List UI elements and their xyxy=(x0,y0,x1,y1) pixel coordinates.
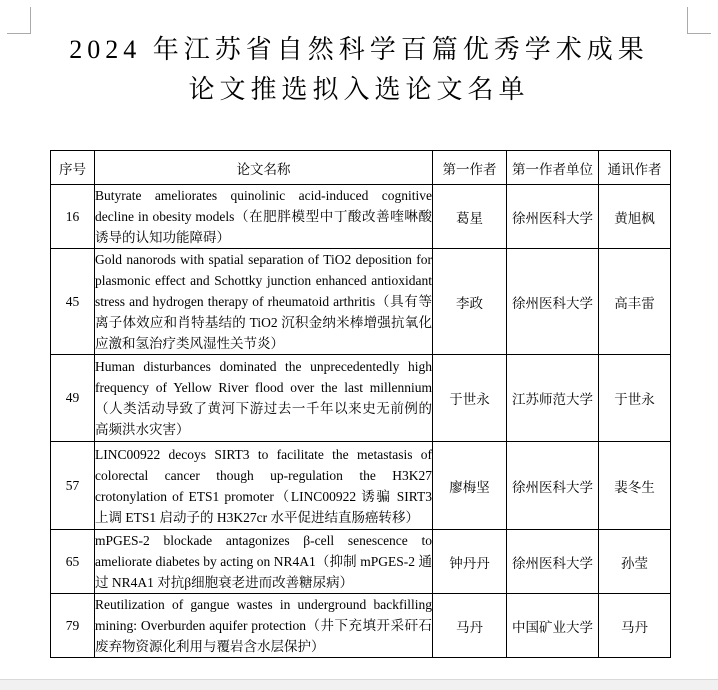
header-corresponding-author: 通讯作者 xyxy=(599,151,671,185)
cell-first-author: 李政 xyxy=(433,249,507,355)
cell-paper-title: LINC00922 decoys SIRT3 to facilitate the metastasis of colorectal cancer though up-regulation the H3K27 crotonylation of ETS1 promoter（LINC00922 诱骗 SIRT3 上调 ETS1 启动子的 H3K27cr 水平促进结直肠癌转移） xyxy=(95,442,433,530)
header-first-author-unit: 第一作者单位 xyxy=(507,151,599,185)
cell-no: 16 xyxy=(51,185,95,249)
document-title-line1: 2024 年江苏省自然科学百篇优秀学术成果 xyxy=(69,35,649,64)
cell-paper-title: mPGES-2 blockade antagonizes β-cell senescence to ameliorate diabetes by acting on NR4A1（抑制 mPGES-2 通过 NR4A1 对抗β细胞衰老进而改善糖尿病） xyxy=(95,530,433,594)
cell-first-author-unit: 徐州医科大学 xyxy=(507,530,599,594)
cell-paper-title: Reutilization of gangue wastes in underground backfilling mining: Overburden aquifer protection（井下充填开采矸石废弃物资源化利用与覆岩含水层保护） xyxy=(95,594,433,658)
cell-first-author: 廖梅坚 xyxy=(433,442,507,530)
cell-no: 65 xyxy=(51,530,95,594)
cell-first-author: 钟丹丹 xyxy=(433,530,507,594)
cell-first-author-unit: 徐州医科大学 xyxy=(507,249,599,355)
table-row xyxy=(51,355,671,442)
cell-first-author-unit: 徐州医科大学 xyxy=(507,185,599,249)
page-break-gap xyxy=(0,679,718,690)
cell-corresponding-author: 高丰雷 xyxy=(599,249,671,355)
cell-first-author-unit: 中国矿业大学 xyxy=(507,594,599,658)
table-row xyxy=(51,185,671,249)
cell-no: 49 xyxy=(51,355,95,442)
header-no: 序号 xyxy=(51,151,95,185)
cell-no: 79 xyxy=(51,594,95,658)
cell-corresponding-author: 于世永 xyxy=(599,355,671,442)
cell-corresponding-author: 裴冬生 xyxy=(599,442,671,530)
cell-corresponding-author: 孙莹 xyxy=(599,530,671,594)
cell-paper-title: Human disturbances dominated the unprecedentedly high frequency of Yellow River flood over the last millennium（人类活动导致了黄河下游过去一千年以来史无前例的高频洪水灾害） xyxy=(95,355,433,442)
table-row xyxy=(51,249,671,355)
cell-no: 45 xyxy=(51,249,95,355)
cell-first-author-unit: 江苏师范大学 xyxy=(507,355,599,442)
cell-no: 57 xyxy=(51,442,95,530)
table-row xyxy=(51,530,671,594)
cell-corresponding-author: 黄旭枫 xyxy=(599,185,671,249)
document-title-line2: 论文推选拟入选论文名单 xyxy=(188,75,530,104)
cell-paper-title: Butyrate ameliorates quinolinic acid-induced cognitive decline in obesity models（在肥胖模型中丁酸改善喹啉酸诱导的认知功能障碍） xyxy=(95,185,433,249)
header-first-author: 第一作者 xyxy=(433,151,507,185)
cell-first-author: 葛星 xyxy=(433,185,507,249)
cell-first-author: 马丹 xyxy=(433,594,507,658)
table-header-row xyxy=(51,151,671,185)
cell-first-author: 于世永 xyxy=(433,355,507,442)
document-title xyxy=(0,30,718,110)
cell-paper-title: Gold nanorods with spatial separation of TiO2 deposition for plasmonic effect and Schottky junction enhanced antioxidant stress and hydrogen therapy of rheumatoid arthritis（具有等离子体效应和肖特基结的 TiO2 沉积金纳米棒增强抗氧化应激和氢治疗类风湿性关节炎） xyxy=(95,249,433,355)
table-row xyxy=(51,594,671,658)
cell-first-author-unit: 徐州医科大学 xyxy=(507,442,599,530)
papers-table xyxy=(50,150,671,658)
header-paper-title: 论文名称 xyxy=(95,151,433,185)
table-row xyxy=(51,442,671,530)
cell-corresponding-author: 马丹 xyxy=(599,594,671,658)
